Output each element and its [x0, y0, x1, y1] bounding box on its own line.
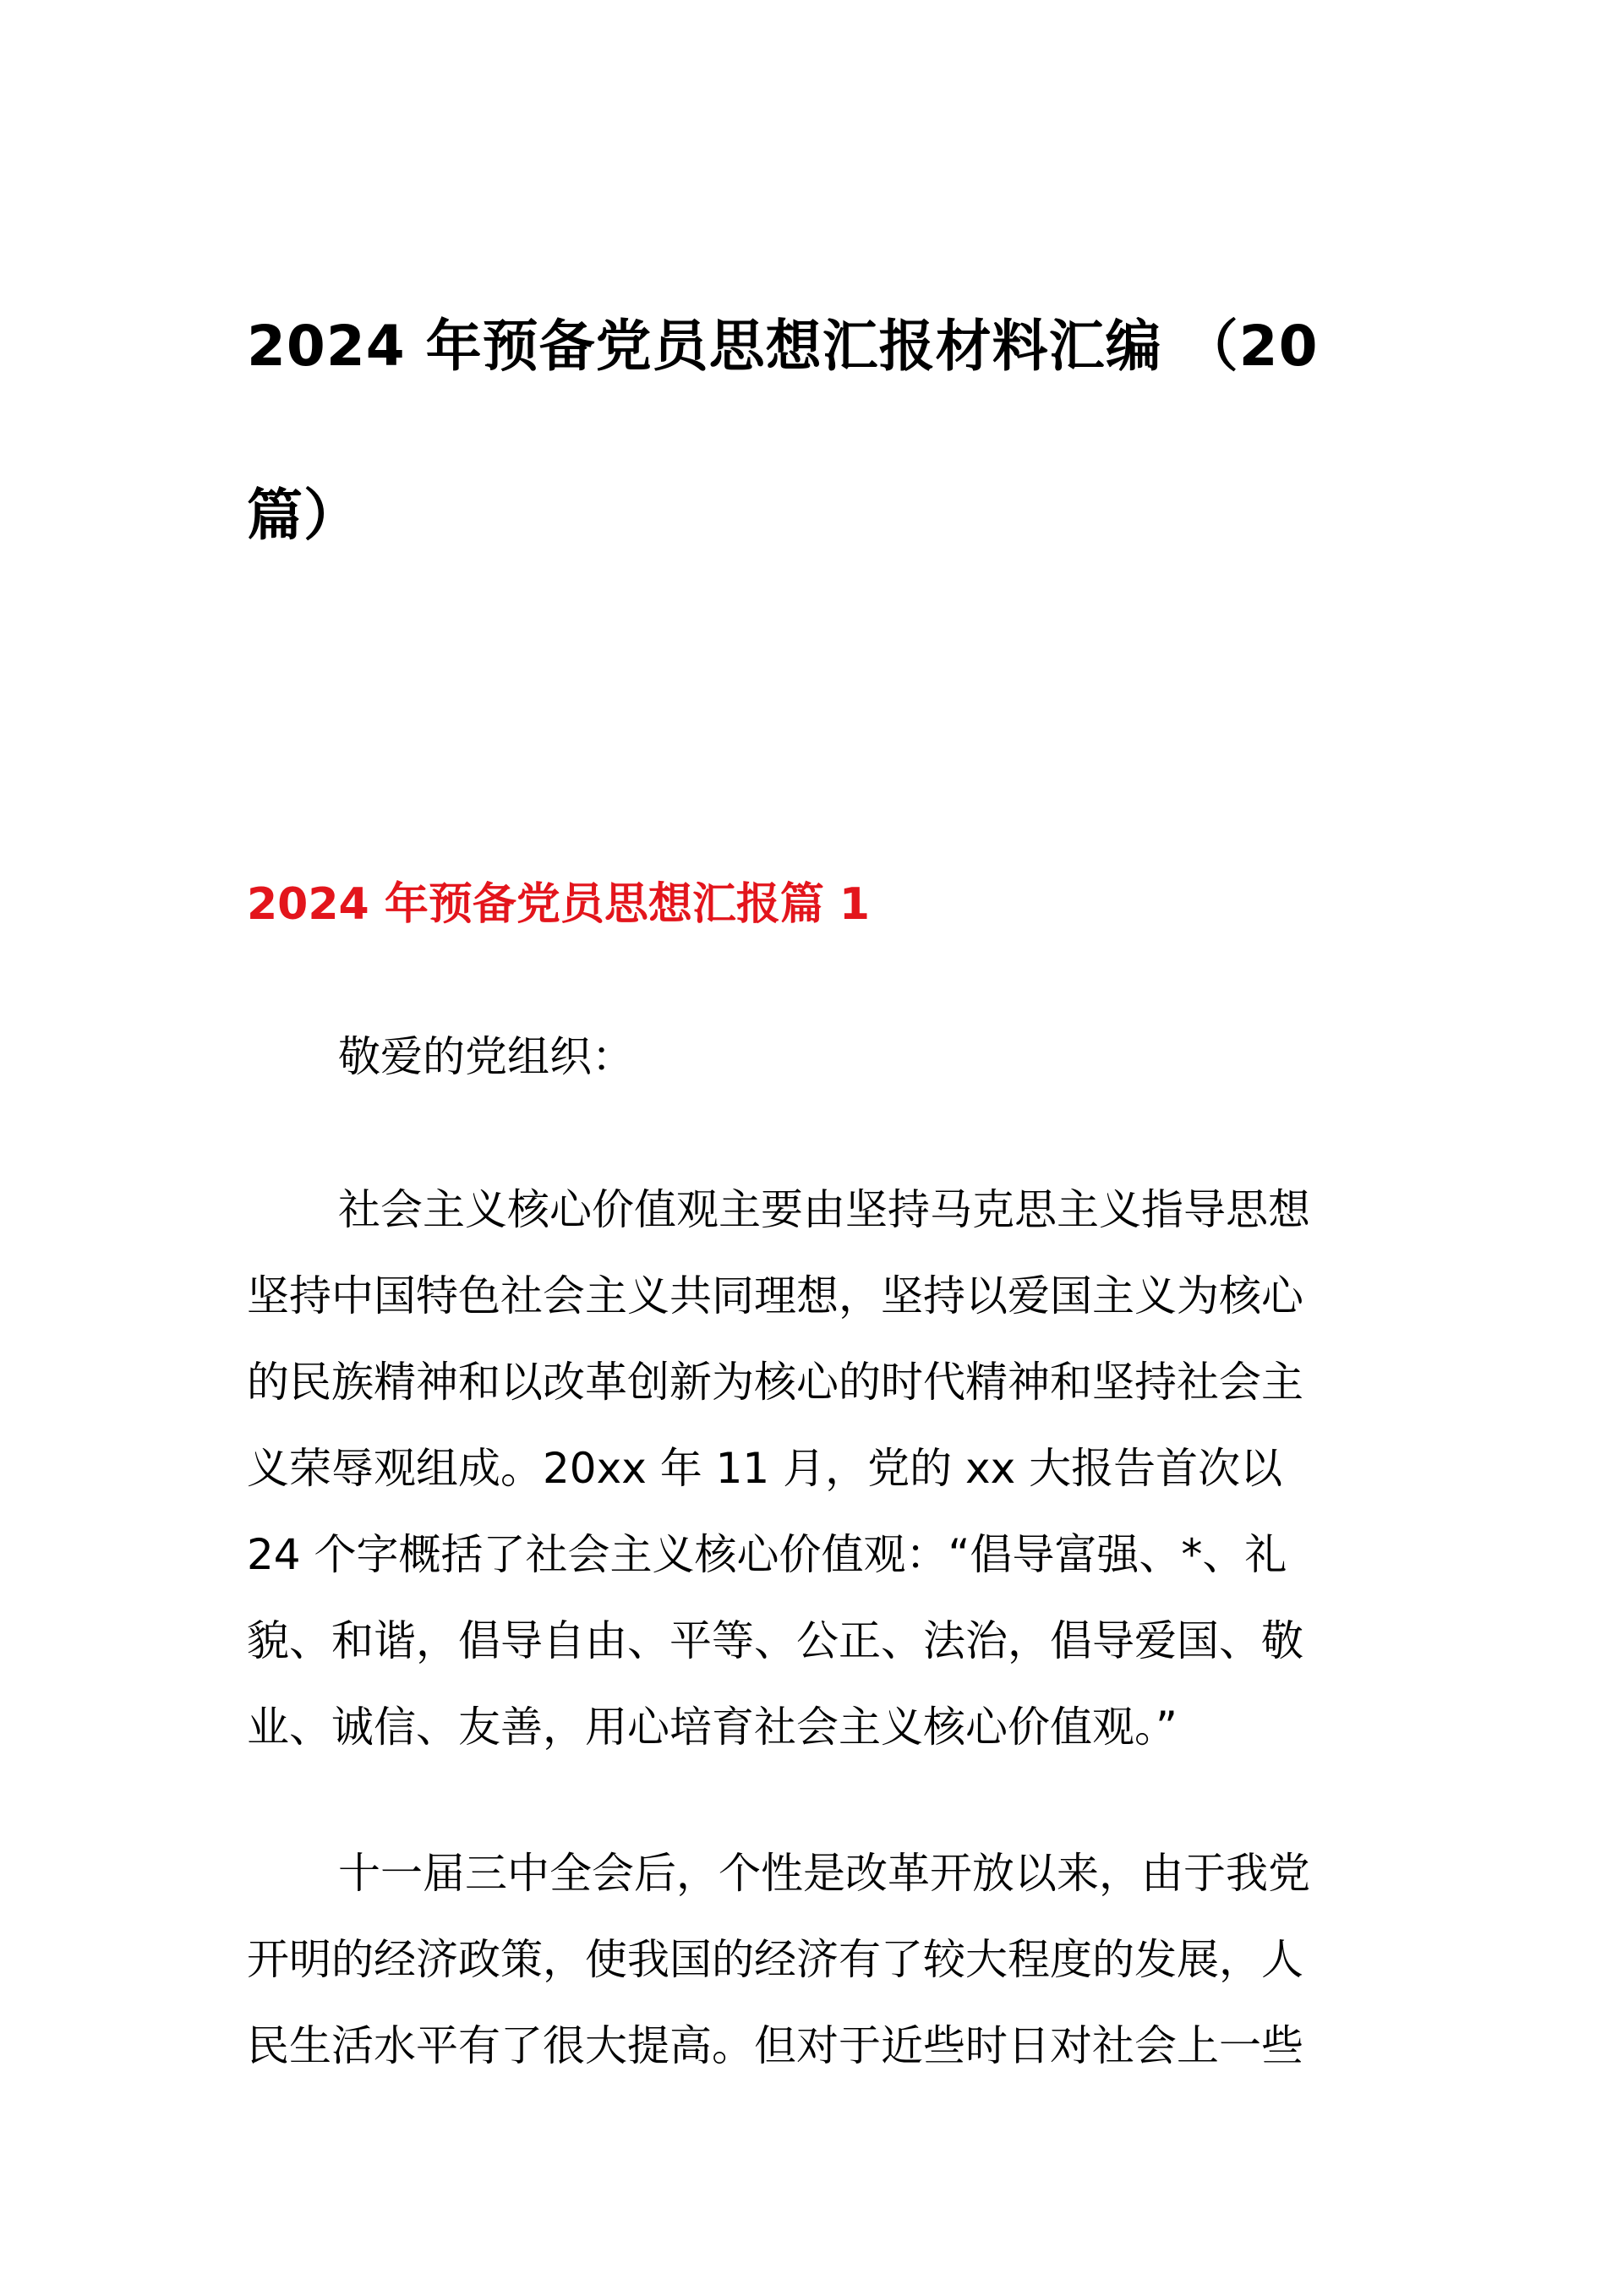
paragraph-line: 貌、和谐，倡导自由、平等、公正、法治，倡导爱国、敬 — [247, 1616, 1303, 1665]
paragraph-line: 坚持中国特色社会主义共同理想，坚持以爱国主义为核心 — [247, 1271, 1303, 1320]
body-paragraph-2 — [247, 1830, 1396, 2089]
paragraph-line: 业、诚信、友善，用心培育社会主义核心价值观。” — [247, 1703, 1178, 1752]
paragraph-line: 社会主义核心价值观主要由坚持马克思主义指导思想 — [338, 1185, 1310, 1234]
section-heading: 2024 年预备党员思想汇报篇 1 — [247, 879, 871, 930]
paragraph-line: 十一届三中全会后，个性是改革开放以来，由于我党 — [338, 1849, 1310, 1898]
paragraph-line: 开明的经济政策，使我国的经济有了较大程度的发展，人 — [247, 1935, 1303, 1984]
paragraph-line: 24 个字概括了社会主义核心价值观：“倡导富强、*、礼 — [247, 1530, 1287, 1579]
paragraph-line: 民生活水平有了很大提高。但对于近些时日对社会上一些 — [247, 2021, 1303, 2070]
body-paragraph-1 — [247, 1167, 1396, 1770]
paragraph-line: 义荣辱观组成。20xx 年 11 月，党的 xx 大报告首次以 — [247, 1444, 1283, 1493]
document-title: 2024 年预备党员思想汇报材料汇编 （20 篇） — [247, 314, 1319, 548]
salutation: 敬爱的党组织： — [338, 1032, 634, 1081]
paragraph-line: 的民族精神和以改革创新为核心的时代精神和坚持社会主 — [247, 1358, 1303, 1407]
